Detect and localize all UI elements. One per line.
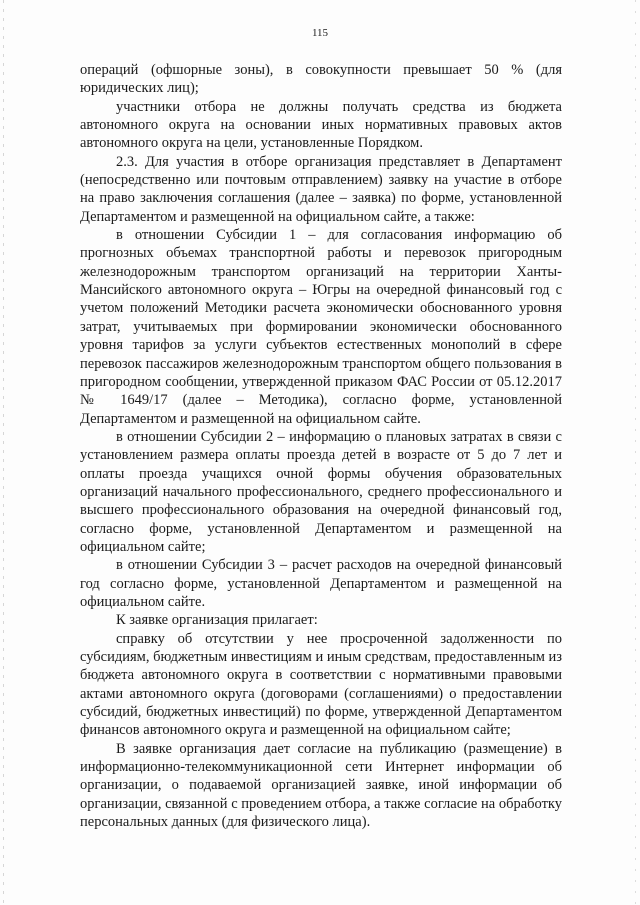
paragraph-subsidy-1: в отношении Субсидии 1 – для согласования информацию об прогнозных объемах транспортной работы и перевозок пригородным железнодорожным транспортом организаций на территории Ханты-Мансийского автономного округа – Югры на очередной финансовый год с учетом положений Методики расчета экономически обоснованного уровня затрат, учитываемых при формировании экономически обоснованного уровня тарифов за услуги субъектов естественных монополий в сфере перевозок пассажиров железнодорожным транспортом общего пользования в пригородном сообщении, утвержденной приказом ФАС России от 05.12.2017 № 1649/17 (далее – Методика), согласно форме, установленной Департаментом и размещенной на официальном сайте. <box>80 227 562 427</box>
paragraph-subsidy-3: в отношении Субсидии 3 – расчет расходов на очередной финансовый год согласно форме, установленной Департаментом и размещенной на официальном сайте. <box>80 557 562 610</box>
scan-edge-left <box>3 0 4 905</box>
scan-edge-right <box>635 0 636 905</box>
paragraph-offshore-continuation: операций (офшорные зоны), в совокупности превышает 50 % (для юридических лиц); <box>80 62 562 97</box>
paragraph-publication-consent: В заявке организация дает согласие на публикацию (размещение) в информационно-телекоммуникационной сети Интернет информации об организации, о подаваемой организацией заявке, иной информации об организации, связанной с проведением отбора, а также согласие на обработку персональных данных (для физического лица). <box>80 740 562 831</box>
paragraph-no-other-budget-funds: участники отбора не должны получать средства из бюджета автономного округа на основании иных нормативных правовых актов автономного округа на цели, установленные Порядком. <box>80 98 562 152</box>
paragraph-debt-certificate: справку об отсутствии у нее просроченной задолженности по субсидиям, бюджетным инвестициям и иным средствам, предоставленным из бюджета автономного округа в соответствии с нормативными правовыми актами автономного округа (договорами (соглашениями) о предоставлении субсидий, бюджетных инвестиций) по форме, утвержденной Департаментом финансов автономного округа и размещенной на официальном сайте; <box>80 630 563 739</box>
paragraph-attachments-intro: К заявке организация прилагает: <box>116 612 318 629</box>
paragraph-subsidy-2: в отношении Субсидии 2 – информацию о плановых затратах в связи с установлением размера оплаты проезда детей в возрасте от 5 до 7 лет и оплаты проезда учащихся очной формы обучения образовательных организаций начального профессионального, среднего профессионального и высшего профессионального образования на очередной финансовый год, согласно форме, установленной Департаментом и размещенной на официальном сайте; <box>80 428 562 555</box>
document-body <box>80 61 562 831</box>
page-number: 115 <box>311 27 329 39</box>
paragraph-2-3-application: 2.3. Для участия в отборе организация представляет в Департамент (непосредственно или почтовым отправлением) заявку на участие в отборе на право заключения соглашения (далее – заявка) по форме, установленной Департаментом и размещенной на официальном сайте, а также: <box>80 153 562 225</box>
